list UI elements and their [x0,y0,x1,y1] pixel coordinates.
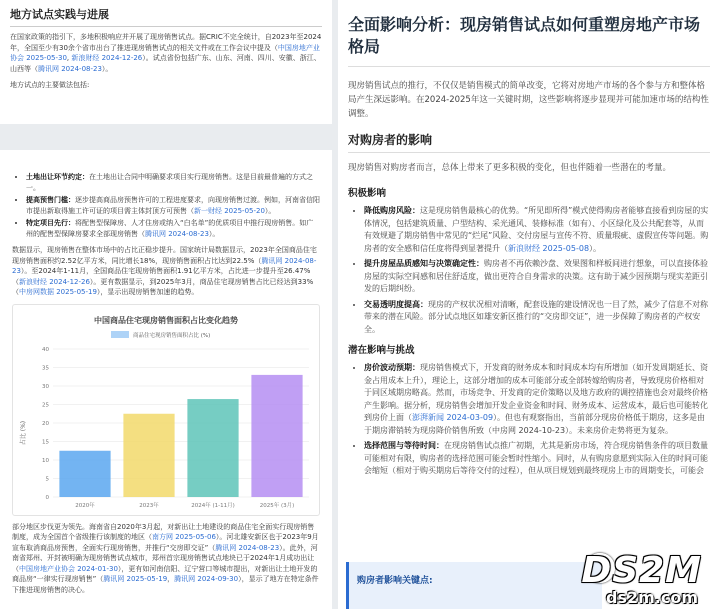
list-item: • 提高预售门槛：逐步提高商品房预售许可的工程进度要求，向现房销售过渡。例如，河南省信阳市提出新取得施工许可证的项目需主体封顶方可预售（新一财经 2025-05-20）。 [26,195,320,216]
paragraph: 在国家政策的指引下，多地积极响应并开展了现房销售试点。据CRIC不完全统计，自2023年至2024年，全国至少有30余个省市出台了推进现房销售试点的相关文件或在工作会议中提及（中国房地产业协会 2025-05-30, 新浪财经 2024-12-26）。试点省份包括广东、山东、河南、四川、安徽、浙江、山西等（腾讯网 2024-08-23）。 [10,33,322,73]
chart-card [12,304,320,516]
source-link[interactable]: 腾讯网 2024-09-30 [174,575,239,583]
source-link[interactable]: 新浪财经 2024-12-26 [19,277,90,286]
legend-swatch [111,331,129,338]
list-item: • 房价波动预期：现房销售模式下，开发商的财务成本和时间成本均有所增加（如开发周期延长、资金占用成本上升），理论上，这部分增加的成本可能部分或全部转嫁给购房者，导致现房价格相对于同区域期房略高。然而，市场竞争、开发商的定价策略以及地方政府的调控措施也会对最终价格产生影响。据分析，现房销售会增加开发企业资金和时间、财务成本、运营成本，最后也可能转化到房价上面（澎湃新闻 2024-03-09）。但也有观察指出，当前部分现房价格低于期房，这多是由于期房滞销转为现房降价销售所致（中房网 2024-10-23）。未来房价走势将更为复杂。 [364,362,710,437]
x-tick-label: 2023年 [139,502,159,509]
bar[interactable] [59,450,110,496]
watermark-logo: DS2M [581,550,702,591]
watermark-url: ds2m.com [605,588,698,607]
subsection-heading: 积极影响 [348,188,387,199]
legend-label: 商品住宅现房销售面积占比 (%) [133,332,211,339]
bar-chart [13,305,319,515]
source-link[interactable]: 新一财经 2025-05-20 [194,206,265,215]
subsection-heading: 潜在影响与挑战 [348,345,415,356]
y-tick-label: 10 [42,457,49,464]
source-link[interactable]: 腾讯网 2024-08-23 [38,64,102,73]
paragraph: 现房销售对购房者而言，总体上带来了更多积极的变化，但也伴随着一些潜在的考量。 [348,163,672,173]
y-tick-label: 5 [45,476,49,482]
source-link[interactable]: 腾讯网 2025-05-19 [103,575,168,583]
x-tick-label: 2020年 [75,502,95,509]
y-tick-label: 20 [42,420,49,427]
source-link[interactable]: 中国房地产业协会 2025-05-30 [10,43,320,62]
section-heading: 对购房者的影响 [348,131,710,153]
y-tick-label: 35 [42,365,49,371]
practice-list [12,172,320,239]
bar[interactable] [187,399,238,497]
bar[interactable] [123,413,174,496]
y-tick-label: 40 [42,346,49,353]
source-link[interactable]: 中国房地产业协会 2024-01-30 [19,564,118,573]
source-link[interactable]: 澎湃新闻 2024-03-09 [412,413,494,422]
list-item: • 特定项目先行：将配售型保障房、人才住房或纳入“白名单”的优质项目中推行现房销售。如广州的配售型保障房要求全部现房销售（腾讯网 2024-08-23）。 [26,218,320,239]
challenges-list [348,362,710,478]
list-item: • 提升房屋品质感知与决策确定性：购房者不再依赖沙盘、效果图和样板间进行想象，可以直接体验房屋的实际空间感和居住舒适度，做出更符合自身需求的决策。这有助于减少因预期与现实差距引发的后期纠纷。 [364,258,710,296]
source-link[interactable]: 南方网 2025-05-06 [152,533,216,541]
key-points-callout [346,562,602,609]
y-tick-label: 0 [45,494,49,501]
callout-title: 购房者影响关键点: [357,576,433,586]
section-title: 地方试点实践与进展 [10,6,322,27]
y-tick-label: 15 [42,439,49,445]
list-item: • 交易透明度提高：现房的产权状况相对清晰，配套设施的建设情况也一目了然，减少了信息不对称带来的潜在风险。部分试点地区如雄安新区推行的“交房即交证”，进一步保障了购房者的产权安全。 [364,299,710,337]
y-tick-label: 25 [42,402,49,408]
list-item: • 选择范围与等待时间：在现房销售试点推广初期，尤其是新房市场，符合现房销售条件的项目数量可能相对有限，购房者的选择范围可能会暂时性缩小。同时，从有购房意愿到实际入住的时间可能会缩短（相对于购买期房后等待交付的过程），但从项目规划到最终现房上市的周期变长，可能会 [364,440,710,478]
bar[interactable] [251,374,302,496]
source-link[interactable]: 腾讯网 2024-08-23 [145,229,209,238]
y-tick-label: 30 [42,383,49,390]
left-top-panel [0,0,332,124]
source-link[interactable]: 新浪财经 2025-05-08 [508,243,590,253]
watermark [580,539,720,609]
x-tick-label: 2025年 (3月) [259,502,295,509]
source-link[interactable]: 腾讯网 2024-08-23 [12,256,317,275]
source-link[interactable]: 腾讯网 2024-08-23 [215,543,280,552]
list-item: • 土地出让环节约定：在土地出让合同中明确要求项目实行现房销售。这是目前最普遍的方式之一。 [26,172,320,193]
paragraph: 地方试点的主要做法包括: [10,81,90,89]
right-panel [338,0,720,609]
source-link[interactable]: 新浪财经 2024-12-26 [71,54,143,62]
positive-impacts-list [348,205,710,336]
intro-paragraph: 现房销售试点的推行，不仅仅是销售模式的简单改变，它将对房地产市场的各个参与方和整体格局产生深远影响。在2024-2025年这一关键时期，这些影响将逐步显现并可能加速市场的结构性调整。 [348,81,709,119]
paragraph: 数据显示，现房销售在整体市场中的占比正稳步提升。国家统计局数据显示，2023年全国商品住宅现房销售面积约2.52亿平方米，同比增长18%，现房销售面积占比达到22.5%（腾讯网 2024-08-23）。至2024年1-11月，全国商品住宅现房销售面积1.91亿平方米，占比进一步提升至26.47%（新浪财经 2024-12-26）。更有数据显示，到2025年3月，商品住宅现房销售占比已经达到33%（中房网数据 2025-05-19），显示出现房销售加速的趋势。 [12,246,317,296]
x-tick-label: 2024年 (1-11月) [191,502,235,509]
list-item: • 降低购房风险：这是现房销售最核心的优势。“所见即所得”模式使得购房者能够直接看到房屋的实体情况，包括建筑质量、户型结构、采光通风、装修标准（如有）、小区绿化及公共配套等，从而有效规避了期房销售中常见的“烂尾”风险、交付房屋与宣传不符、质量瑕疵、虚假宣传等问题。购房者的安全感和信任度将得到显著提升（新浪财经 2025-05-08）。 [364,205,710,255]
left-bottom-panel [0,150,332,609]
page-title: 全面影响分析：现房销售试点如何重塑房地产市场格局 [348,14,710,67]
source-link[interactable]: 中房网数据 2025-05-19 [19,288,97,296]
chart-title: 中国商品住宅现房销售面积占比变化趋势 [94,315,238,325]
paragraph: 部分地区步伐更为领先。海南省自2020年3月起，对新出让土地建设的商品住宅全面实行现房销售制度，成为全国首个省级推行该制度的地区（南方网 2025-05-06）。河北雄安新区也于2023年9月宣布取消商品房预售，全面实行现房销售，并推行“交房即交证”（腾讯网 2024-08-23）。此外，河南省郑州、开封被明确为现房销售试点城市，郑州首宗现房销售试点地块已于2024年1月成功出让（中国房地产业协会 2024-01-30），更有如河南信阳、辽宁营口等城市提出，对新出让土地开发的商品房“一律实行现房销售”（腾讯网 2025-05-19，腾讯网 2024-09-30），显示了地方在特定条件下推进现房销售的决心。 [12,522,319,594]
y-axis-label: 占比 (%) [20,420,27,445]
